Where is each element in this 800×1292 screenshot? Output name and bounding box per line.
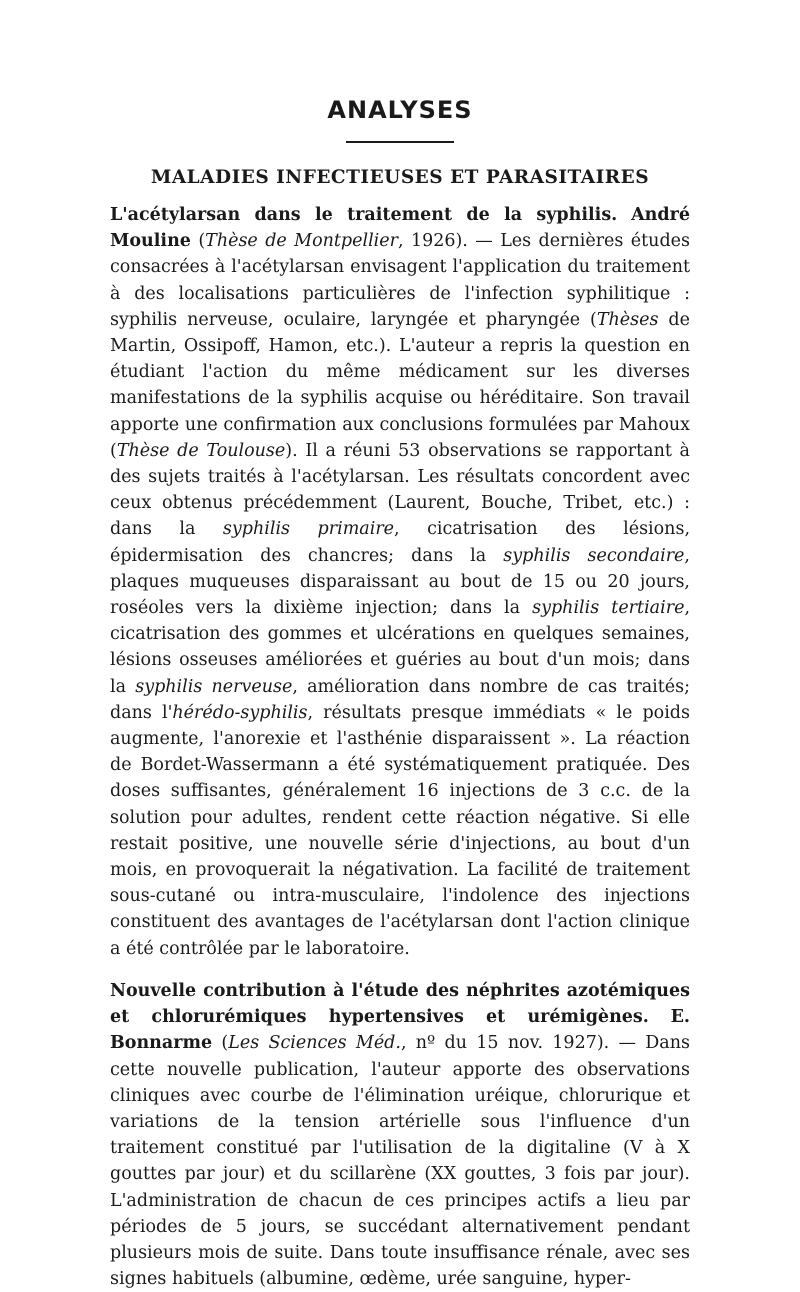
article-acetylarsan [110,202,690,962]
page-title: ANALYSES [327,96,473,124]
body-text: , amélioration dans nombre de cas traités; dans l' [110,676,691,723]
ref-open: ( [190,231,206,252]
body-text: Les dernières études consacrées à l'acétylarsan envisagent l'application du traitement à des localisations particulières de l'infection syphilitique : syphilis nerveuse, oculaire, laryngée et pharyngée ( [110,231,690,330]
body-italic: Thèse de Toulouse [116,440,286,461]
body-text: , cicatrisation des lésions, épidermisation des chancres; dans la [110,519,691,566]
body-italic: syphilis tertiaire [532,598,685,619]
title-rule [346,141,454,143]
ref-close: , 1926). — [397,231,501,252]
body-italic: Thèses [596,309,659,330]
article-title: Nouvelle contribution à l'étude des néphrites azotémiques et chlorurémiques hypertensives et urémigènes. [110,980,690,1028]
body-text: , plaques muqueuses disparaissant au bout de 15 ou 20 jours, roséoles vers la dixième injection; dans la [110,545,690,619]
body-text: ). Il a réuni 53 observations se rapportant à des sujets traités à l'acétylarsan. Les résultats concordent avec ceux obtenus précédemment (Laurent, Bouche, Tribet, etc.) : dans la [110,440,690,540]
body-italic: hérédo-syphilis [172,702,308,723]
body-text: de Martin, Ossipoff, Hamon, etc.). L'auteur a repris la question en étudiant l'action du même médicament sur les diverses manifestations de la syphilis acquise ou héréditaire. Son travail apporte une confirmation aux conclusions formulées par Mahoux ( [110,309,690,461]
article-author: André Mouline [110,205,690,252]
article-source: Thèse de Montpellier [205,231,398,252]
ref-close: , nº du 15 nov. 1927). — [400,1033,646,1054]
article-title: L'acétylarsan dans le traitement de la syphilis. [110,205,618,225]
body-text: , résultats presque immédiats « le poids augmente, l'anorexie et l'asthénie disparaissent ». La réaction de Bordet-Wassermann a été systématiquement pratiquée. Des doses suffisantes, généralement 16 injections de 3 c.c. de la solution pour adultes, rendent cette réaction négative. Si elle restait positive, une nouvelle série d'injections, au bout d'un mois, en provoquerait la négativation. La facilité de traitement sous-cutané ou intra-musculaire, l'indolence des injections constituent des avantages de l'acétylarsan dont l'action clinique a été contrôlée par le laboratoire. [110,702,690,959]
article-nephrites [110,978,690,1292]
article-source: Les Sciences Méd. [228,1033,401,1054]
ref-open: ( [212,1033,229,1054]
section-heading: MALADIES INFECTIEUSES ET PARASITAIRES [150,167,650,188]
body-text: Dans cette nouvelle publication, l'auteur apporte des observations cliniques avec courbe de l'élimination uréique, chlorurique et variations de la tension artérielle sous l'influence d'un traitement constitué par l'utilisation de la digitaline (V à X gouttes par jour) et du scillarène (XX gouttes, 3 fois par jour). L'administration de chacun de ces principes actifs a lieu par périodes de 5 jours, se succédant alternativement pendant plusieurs mois de suite. Dans toute insuffisance rénale, avec ses signes habituels (albumine, œdème, urée sanguine, hyper- [110,1033,690,1290]
article-author: E. Bonnarme [110,1007,690,1054]
body-italic: syphilis primaire [222,519,395,540]
body-italic: syphilis secondaire [503,545,685,566]
body-text: , cicatrisation des gommes et ulcérations en quelques semaines, lésions osseuses améliorées et guéries au bout d'un mois; dans la [110,598,691,697]
body-italic: syphilis nerveuse [135,676,293,697]
